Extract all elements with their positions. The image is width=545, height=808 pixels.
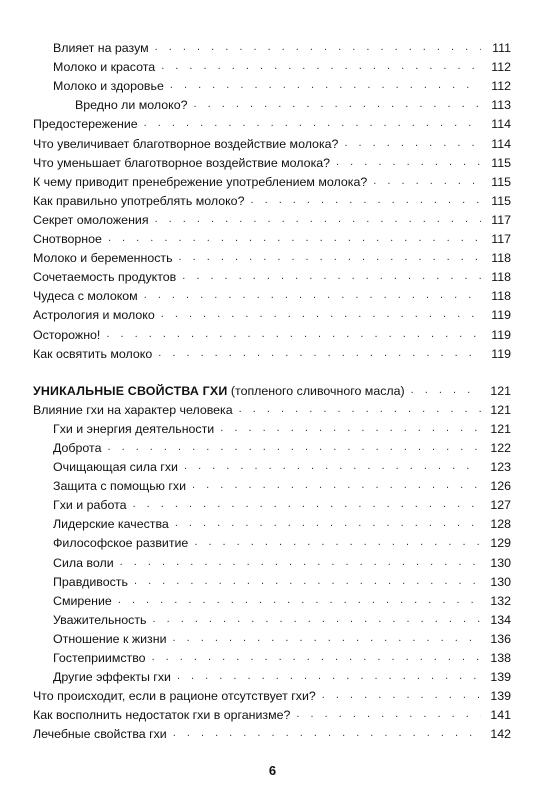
section-title: УНИКАЛЬНЫЕ СВОЙСТВА ГХИ <box>33 383 228 398</box>
toc-entry-page: 118 <box>491 289 511 304</box>
toc-entry-page: 129 <box>490 536 511 551</box>
toc-entry-title: К чему приводит пренебрежение употреблением молока? <box>33 174 368 189</box>
leader-dots <box>296 709 481 720</box>
leader-dots <box>250 195 481 206</box>
toc-entry-title: Гостеприимство <box>53 651 146 665</box>
toc-entry-title: Предостережение <box>33 117 138 132</box>
toc-entry-page: 115 <box>491 193 511 208</box>
toc-entry-page: 112 <box>491 60 511 75</box>
toc-entry <box>33 284 511 303</box>
toc-entry <box>33 627 511 646</box>
section-page: 121 <box>490 383 511 398</box>
leader-dots <box>155 214 481 225</box>
leader-dots <box>239 404 481 415</box>
leader-dots <box>373 176 481 187</box>
toc-entry-page: 139 <box>490 670 511 685</box>
toc-entry-title: Как правильно употреблять молоко? <box>33 193 245 208</box>
toc-entry-title: Вредно ли молоко? <box>75 98 188 113</box>
leader-dots <box>194 99 481 110</box>
leader-dots <box>192 480 481 491</box>
leader-dots <box>155 42 481 53</box>
toc-entry-title: Лечебные свойства гхи <box>33 727 167 742</box>
toc-entry <box>33 131 511 150</box>
toc-entry-page: 119 <box>491 327 511 342</box>
toc-entry <box>33 570 511 589</box>
toc-entry-title: Молоко и красота <box>53 60 156 75</box>
toc-list-milk <box>33 36 511 361</box>
toc-entry-title: Что увеличивает благотворное воздействие молока? <box>33 136 339 151</box>
toc-entry-page: 127 <box>490 498 511 513</box>
leader-dots <box>108 233 481 244</box>
toc-entry <box>33 246 511 265</box>
leader-dots <box>175 518 481 529</box>
toc-entry <box>33 531 511 550</box>
toc-entry-page: 114 <box>491 117 511 132</box>
toc-entry-title: Секрет омоложения <box>33 212 149 227</box>
toc-entry-title: Астрология и молоко <box>33 308 155 323</box>
leader-dots <box>134 576 481 587</box>
toc-entry-title: Влияет на разум <box>53 41 149 56</box>
toc-entry-page: 111 <box>492 41 511 56</box>
toc-entry-page: 119 <box>491 346 511 361</box>
toc-entry <box>33 227 511 246</box>
toc-entry-title: Гхи и энергия деятельности <box>53 421 215 436</box>
toc-entry-title: Правдивость <box>53 574 128 589</box>
page-number: 6 <box>268 763 277 778</box>
toc-entry <box>33 665 511 684</box>
toc-entry <box>33 646 511 665</box>
toc-entry-page: 141 <box>490 708 511 723</box>
leader-dots <box>220 423 481 434</box>
toc-entry <box>33 55 511 74</box>
toc-entry <box>33 112 511 131</box>
toc-entry-page: 122 <box>490 440 511 455</box>
toc-entry-page: 117 <box>491 212 511 227</box>
toc-entry-title: Уважительность <box>53 612 147 627</box>
leader-dots <box>161 61 481 72</box>
toc-entry-title: Защита с помощью гхи <box>53 479 187 494</box>
toc-entry-title: Молоко и здоровье <box>53 79 164 94</box>
leader-dots <box>120 557 481 568</box>
toc-entry <box>33 589 511 608</box>
leader-dots <box>118 595 481 606</box>
leader-dots <box>411 385 481 396</box>
leader-dots <box>173 633 482 644</box>
toc-entry-page: 126 <box>490 479 511 494</box>
toc-entry-title: Молоко и беременность <box>33 251 173 266</box>
toc-entry-title: Сила воли <box>53 555 114 570</box>
leader-dots <box>152 614 481 625</box>
toc-entry <box>33 208 511 227</box>
toc-entry-title: Доброта <box>53 440 102 455</box>
toc-entry <box>33 608 511 627</box>
toc-entry <box>33 151 511 170</box>
toc-entry-page: 134 <box>490 612 511 627</box>
toc-entry-page: 130 <box>490 574 511 589</box>
toc-entry-title: Влияние гхи на характер человека <box>33 402 233 417</box>
leader-dots <box>158 348 481 359</box>
toc-entry-page: 123 <box>490 460 511 475</box>
toc-entry <box>33 74 511 93</box>
leader-dots <box>106 329 481 340</box>
toc-entry <box>33 93 511 112</box>
toc-entry-page: 121 <box>490 421 511 436</box>
toc-entry-page: 113 <box>491 98 511 113</box>
toc-entry-page: 139 <box>490 689 511 704</box>
toc-list-ghee <box>33 398 511 742</box>
toc-entry-title: Смирение <box>53 593 112 608</box>
toc-entry-page: 115 <box>491 174 511 189</box>
toc-entry-title: Чудеса с молоком <box>33 289 138 304</box>
toc-entry <box>33 170 511 189</box>
leader-dots <box>107 442 481 453</box>
toc-entry-title: Сочетаемость продуктов <box>33 270 177 285</box>
leader-dots <box>179 252 481 263</box>
toc-entry-page: 142 <box>490 727 511 742</box>
toc-entry-page: 130 <box>490 555 511 570</box>
leader-dots <box>144 290 481 301</box>
toc-entry-page: 112 <box>491 79 511 94</box>
toc-entry-page: 121 <box>490 402 511 417</box>
toc-entry-page: 119 <box>491 308 511 323</box>
toc-entry <box>33 493 511 512</box>
toc-entry <box>33 455 511 474</box>
leader-dots <box>194 537 481 548</box>
toc-entry-title: Как восполнить недостаток гхи в организме? <box>33 708 291 723</box>
toc-entry-page: 114 <box>491 136 511 151</box>
toc-entry <box>33 303 511 322</box>
toc-entry-title: Как освятить молоко <box>33 346 153 361</box>
toc-entry-title: Что происходит, если в рационе отсутствует гхи? <box>33 689 316 704</box>
toc-entry-page: 117 <box>491 232 511 247</box>
toc-entry <box>33 436 511 455</box>
toc-entry <box>33 512 511 531</box>
leader-dots <box>161 309 481 320</box>
toc-entry-page: 128 <box>490 517 511 532</box>
section-subtitle: (топленого сливочного масла) <box>230 383 405 398</box>
leader-dots <box>173 728 481 739</box>
leader-dots <box>170 80 481 91</box>
toc-entry-title: Снотворное <box>33 232 102 247</box>
toc-entry-page: 115 <box>491 155 511 170</box>
section-heading-label <box>33 384 405 398</box>
toc-entry <box>33 398 511 417</box>
leader-dots <box>344 138 481 149</box>
toc-entry <box>33 474 511 493</box>
leader-dots <box>336 157 481 168</box>
toc-entry <box>33 550 511 569</box>
leader-dots <box>133 499 481 510</box>
toc-entry-title: Осторожно! <box>33 327 101 342</box>
toc-entry <box>33 703 511 722</box>
table-of-contents <box>33 36 511 741</box>
toc-entry <box>33 722 511 741</box>
leader-dots <box>182 271 481 282</box>
toc-entry <box>33 417 511 436</box>
leader-dots <box>177 671 481 682</box>
toc-entry-page: 118 <box>491 251 511 266</box>
toc-entry-title: Гхи и работа <box>53 498 127 513</box>
toc-entry-page: 118 <box>491 270 511 285</box>
leader-dots <box>322 690 481 701</box>
toc-entry-page: 136 <box>490 631 511 646</box>
toc-entry-title: Философское развитие <box>53 536 189 551</box>
toc-entry <box>33 265 511 284</box>
toc-entry <box>33 322 511 341</box>
leader-dots <box>152 652 481 663</box>
toc-entry-title: Что уменьшает благотворное воздействие молока? <box>33 155 331 170</box>
toc-entry <box>33 684 511 703</box>
toc-entry <box>33 36 511 55</box>
toc-entry-title: Очищающая сила гхи <box>53 460 178 475</box>
section-gap <box>33 361 511 379</box>
section-heading <box>33 379 511 398</box>
toc-entry <box>33 189 511 208</box>
toc-entry-title: Другие эффекты гхи <box>53 670 171 685</box>
toc-entry-page: 132 <box>490 593 511 608</box>
toc-entry-title: Лидерские качества <box>53 517 169 532</box>
toc-entry <box>33 342 511 361</box>
toc-entry-title: Отношение к жизни <box>53 631 167 646</box>
leader-dots <box>144 118 481 129</box>
toc-entry-page: 138 <box>490 651 511 665</box>
leader-dots <box>184 461 481 472</box>
